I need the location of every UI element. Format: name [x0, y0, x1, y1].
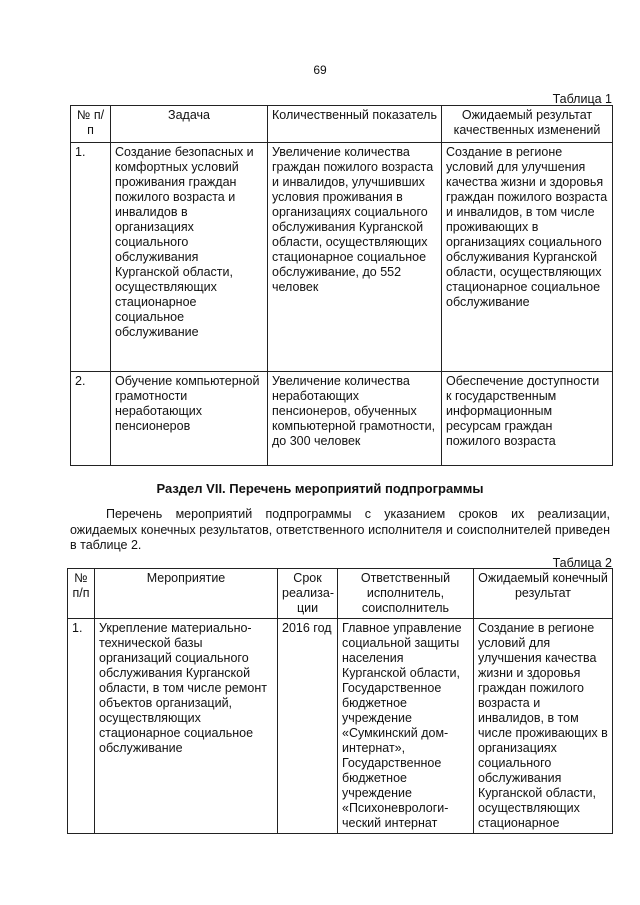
table-cell: Увеличение количества неработающих пенсионеров, обученных компьютерной грамотности, до 300 человек — [268, 372, 442, 466]
table-cell: 1. — [71, 143, 111, 372]
table-2 — [67, 568, 613, 834]
table-cell: Создание безопасных и комфортных условий проживания граждан пожилого возраста и инвалидов в организациях социального обслуживания Курганской области, осуществляющих стационарное социальное обслуживание — [111, 143, 268, 372]
section-heading: Раздел VII. Перечень мероприятий подпрограммы — [156, 481, 484, 496]
table-cell: Создание в регионе условий для улучшения качества жизни и здоровья граждан пожилого возраста и инвалидов, в том числе проживающих в организациях социального обслуживания Курганской области, осуществляющих стационарное социальное обслуживание — [442, 143, 613, 372]
table-cell: 2. — [71, 372, 111, 466]
table-2-header-number: № п/п — [68, 569, 95, 619]
table-cell: Обеспечение доступности к государственным информационным ресурсам граждан пожилого возраста — [442, 372, 613, 466]
table-2-header-row — [68, 569, 613, 619]
intro-paragraph: Перечень мероприятий подпрограммы с указанием сроков их реализации, ожидаемых конечных результатов, ответственного исполнителя и соисполнителей приведен в таблице 2. — [70, 507, 610, 552]
table-2-header-term: Срок реализа-ции — [278, 569, 338, 619]
table-1-header-expected-result: Ожидаемый результат качественных изменений — [442, 106, 613, 143]
table-cell: 1. — [68, 619, 95, 834]
table-cell: 2016 год — [278, 619, 338, 834]
table-row — [68, 619, 613, 834]
table-cell: Главное управление социальной защиты населения Курганской области, Государственное бюджетное учреждение «Сумкинский дом-интернат», Государственное бюджетное учреждение «Психоневрологи-ческий интернат — [338, 619, 474, 834]
table-2-header-executor: Ответственный исполнитель, соисполнитель — [338, 569, 474, 619]
table-cell: Увеличение количества граждан пожилого возраста и инвалидов, улучшивших условия проживания в организациях социального обслуживания Курганской области, осуществляющих стационарное социальное обслуживание, до 552 человек — [268, 143, 442, 372]
table-cell: Укрепление материально-технической базы организаций социального обслуживания Курганской области, в том числе ремонт объектов организаций, осуществляющих стационарное социальное обслуживание — [95, 619, 278, 834]
table-1-header-task: Задача — [111, 106, 268, 143]
table-cell: Обучение компьютерной грамотности неработающих пенсионеров — [111, 372, 268, 466]
page-number: 69 — [313, 63, 327, 77]
table-1-caption: Таблица 1 — [552, 92, 612, 106]
table-2-header-final-result: Ожидаемый конечный результат — [474, 569, 613, 619]
table-1-header-quantitative: Количественный показатель — [268, 106, 442, 143]
table-row — [71, 372, 613, 466]
table-row — [71, 143, 613, 372]
table-1-header-row — [71, 106, 613, 143]
table-1-header-number: № п/п — [71, 106, 111, 143]
table-1 — [70, 105, 613, 466]
table-2-caption: Таблица 2 — [552, 556, 612, 570]
table-cell: Создание в регионе условий для улучшения качества жизни и здоровья граждан пожилого возраста и инвалидов, в том числе проживающих в организациях социального обслуживания Курганской области, осуществляющих стационарное — [474, 619, 613, 834]
table-2-header-measure: Мероприятие — [95, 569, 278, 619]
